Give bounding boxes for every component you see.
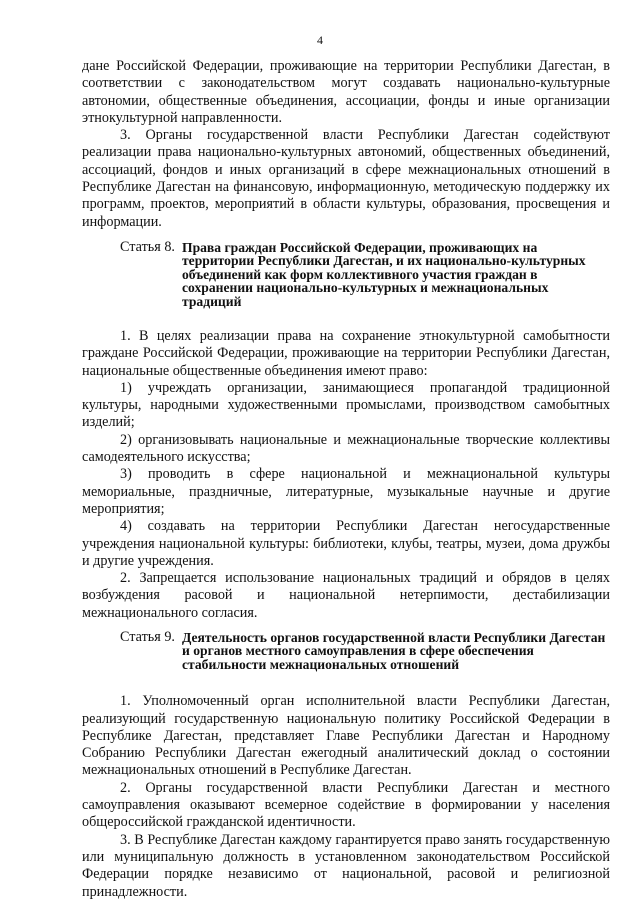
paragraph: 2. Запрещается использование национальных традиций и обрядов в целях возбуждения расовой и национальной нетерпимости, дестабилизации межнационального согласия. — [82, 570, 610, 621]
list-item: 1) учреждать организации, занимающиеся пропагандой традиционной культуры, народными художественными промыслами, производством самобытных изделий; — [82, 379, 610, 431]
paragraph-continuation: дане Российской Федерации, проживающие на территории Республики Дагестан, в соответствии с законодательством могут создавать национально-культурные автономии, общественные объединения, ассоциации, фонды и иные организации этнокультурной направленности. — [82, 58, 610, 126]
list-item: 4) создавать на территории Республики Дагестан негосударственные учреждения национальной культуры: библиотеки, клубы, театры, музеи, дома дружбы и другие учреждения. — [82, 518, 610, 569]
paragraph: 1. В целях реализации права на сохранение этнокультурной самобытности граждане Российской Федерации, проживающие на территории Республики Дагестан, национальные общественные объединения имеют право: — [82, 328, 610, 379]
paragraph: 1. Уполномоченный орган исполнительной власти Республики Дагестан, реализующий государственную национальную политику Российской Федерации в Республике Дагестан, представляет Главе Республики Дагестан и Народному Собранию Республики Дагестан ежегодный аналитический доклад о состоянии межнациональных отношений в Республике Дагестан. — [82, 693, 610, 779]
page-number: 4 — [317, 33, 323, 47]
list-item: 2) организовывать национальные и межнациональные творческие коллективы самодеятельного искусства; — [82, 431, 610, 466]
document-body — [82, 58, 610, 901]
article-title: Деятельность органов государственной власти Республики Дагестан и органов местного самоуправления в сфере обеспечения стабильности межнациональных отношений — [182, 630, 606, 672]
article-label: Статья 9. — [120, 629, 175, 646]
article-8-heading — [120, 239, 610, 308]
article-title: Права граждан Российской Федерации, проживающих на территории Республики Дагестан, и их национально-культурных объединений как форм коллективного участия граждан в сохранении национально-культурных и межнациональных традиций — [182, 239, 586, 309]
article-9-heading — [120, 629, 610, 671]
list-item: 3) проводить в сфере национальной и межнациональной культуры мемориальные, праздничные, литературные, музыкальные научные и другие мероприятия; — [82, 466, 610, 517]
paragraph: 3. В Республике Дагестан каждому гарантируется право занять государственную или муниципальную должность в установленном законодательством Российской Федерации порядке независимо от национальной, расовой и религиозной принадлежности. — [82, 831, 610, 900]
article-label: Статья 8. — [120, 238, 175, 255]
paragraph: 2. Органы государственной власти Республики Дагестан и местного самоуправления оказывают всемерное содействие в формировании у населения общероссийской гражданской идентичности. — [82, 779, 610, 831]
paragraph: 3. Органы государственной власти Республики Дагестан содействуют реализации права национально-культурных автономий, общественных объединений, ассоциаций, фондов и иных организаций в сфере межнациональных отношений в Республике Дагестан на финансовую, информационную, методическую поддержку их программ, проектов, мероприятий в области культуры, образования, просвещения и информации. — [82, 127, 610, 230]
